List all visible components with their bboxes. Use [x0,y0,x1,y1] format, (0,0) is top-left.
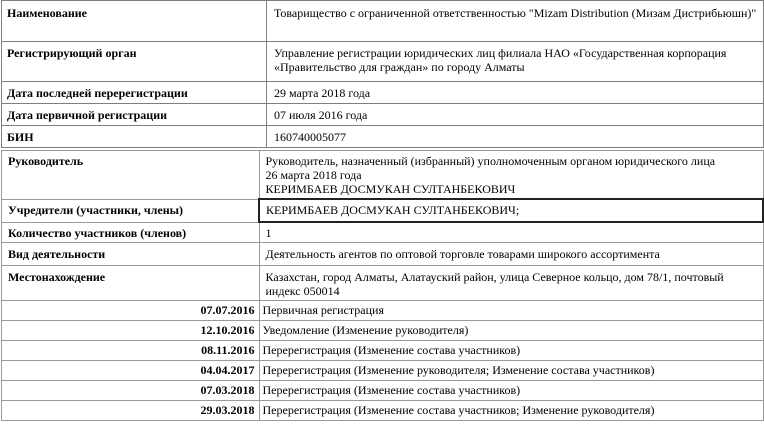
history-row [2,301,764,321]
history-date: 12.10.2016 [2,321,260,341]
history-event: Уведомление (Изменение руководителя) [259,321,763,341]
history-row [2,381,764,401]
history-event: Первичная регистрация [259,301,763,321]
location-value: Казахстан, город Алматы, Алатауский район, улица Северное кольцо, дом 78/1, почтовый индекс 050014 [259,266,763,301]
row-last-reregistration [2,82,764,104]
row-registering-body [2,42,764,82]
registering-body-value: Управление регистрации юридических лиц филиала НАО «Государственная корпорация «Правительство для граждан» по городу Алматы [267,42,764,82]
head-label: Руководитель [2,151,260,200]
founders-label: Учредители (участники, члены) [2,199,260,222]
history-date: 07.03.2018 [2,381,260,401]
history-date: 08.11.2016 [2,341,260,361]
member-count-value: 1 [259,222,763,243]
row-activity [2,243,764,266]
registration-table [1,0,764,148]
head-value [259,151,763,200]
name-label: Наименование [2,1,267,42]
details-table [1,150,764,421]
name-value: Товарищество с ограниченной ответственностью "Mizam Distribution (Мизам Дистрибьюшн)" [267,1,764,42]
first-registration-value: 07 июля 2016 года [267,104,764,126]
last-reregistration-value: 29 марта 2018 года [267,82,764,104]
history-date: 04.04.2017 [2,361,260,381]
history-event: Перерегистрация (Изменение состава участников; Изменение руководителя) [259,401,763,421]
location-label: Местонахождение [2,266,260,301]
row-location [2,266,764,301]
bin-label: БИН [2,126,267,148]
head-person: КЕРИМБАЕВ ДОСМУКАН СУЛТАНБЕКОВИЧ [265,182,516,196]
history-date: 07.07.2016 [2,301,260,321]
history-row [2,361,764,381]
row-bin [2,126,764,148]
activity-value: Деятельность агентов по оптовой торговле товарами широкого ассортимента [259,243,763,266]
row-head [2,151,764,200]
head-role: Руководитель, назначенный (избранный) уполномоченным органом юридического лица [265,154,716,168]
row-member-count [2,222,764,243]
member-count-label: Количество участников (членов) [2,222,260,243]
activity-label: Вид деятельности [2,243,260,266]
row-first-registration [2,104,764,126]
founders-value: КЕРИМБАЕВ ДОСМУКАН СУЛТАНБЕКОВИЧ; [259,199,763,222]
first-registration-label: Дата первичной регистрации [2,104,267,126]
history-event: Перерегистрация (Изменение состава участников) [259,341,763,361]
registering-body-label: Регистрирующий орган [2,42,267,82]
history-date: 29.03.2018 [2,401,260,421]
last-reregistration-label: Дата последней перерегистрации [2,82,267,104]
history-row [2,401,764,421]
row-name [2,1,764,42]
history-row [2,321,764,341]
history-event: Перерегистрация (Изменение состава участников) [259,381,763,401]
history-row [2,341,764,361]
row-founders [2,199,764,222]
bin-value: 160740005077 [267,126,764,148]
history-event: Перерегистрация (Изменение руководителя; Изменение состава участников) [259,361,763,381]
head-date: 26 марта 2018 года [265,168,362,182]
